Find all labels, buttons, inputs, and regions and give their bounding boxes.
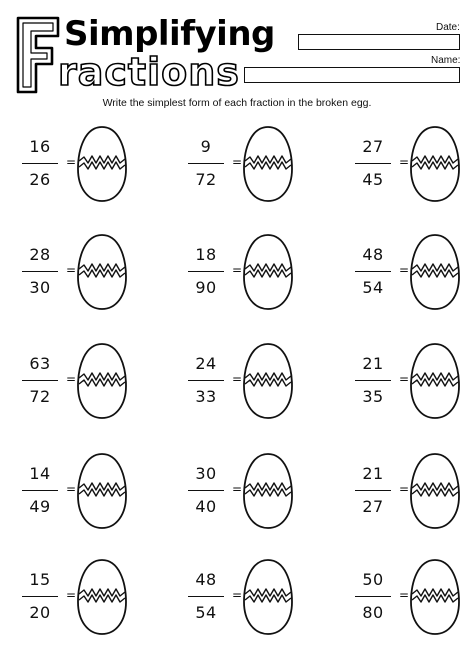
title-big-letter-f: [14, 14, 60, 96]
fraction-numerator: 27: [362, 137, 384, 156]
fraction-numerator: 21: [362, 354, 384, 373]
fraction: [14, 354, 66, 407]
fraction-numerator: 9: [200, 137, 212, 156]
fraction-numerator: 24: [195, 354, 217, 373]
cracked-egg-icon[interactable]: [76, 452, 128, 530]
equals-sign: =: [399, 482, 410, 496]
problem-item: [180, 342, 325, 437]
problem-item: [180, 125, 325, 220]
problem-item: [180, 233, 325, 328]
fraction-denominator: 54: [362, 278, 384, 297]
fraction-numerator: 14: [29, 464, 51, 483]
fraction-denominator: 20: [29, 603, 51, 622]
name-label: Name:: [431, 55, 461, 66]
title-fractions: ractions: [58, 50, 240, 94]
fraction-denominator: 80: [362, 603, 384, 622]
fraction-denominator: 45: [362, 170, 384, 189]
equals-sign: =: [399, 588, 410, 602]
problem-item: [14, 125, 159, 220]
equals-sign: =: [66, 155, 77, 169]
fraction-denominator: 40: [195, 497, 217, 516]
problem-item: [14, 233, 159, 328]
fraction-numerator: 30: [195, 464, 217, 483]
fraction-numerator: 15: [29, 570, 51, 589]
fraction-numerator: 48: [195, 570, 217, 589]
equals-sign: =: [232, 263, 243, 277]
equals-sign: =: [399, 372, 410, 386]
fraction-bar: [188, 490, 224, 491]
problem-item: [180, 452, 325, 547]
problem-item: [347, 452, 474, 547]
fraction-denominator: 90: [195, 278, 217, 297]
cracked-egg-icon[interactable]: [409, 233, 461, 311]
equals-sign: =: [232, 588, 243, 602]
equals-sign: =: [66, 482, 77, 496]
fraction: [347, 245, 399, 298]
fraction-bar: [22, 163, 58, 164]
fraction-bar: [355, 490, 391, 491]
fraction: [14, 137, 66, 190]
fraction-bar: [22, 596, 58, 597]
equals-sign: =: [66, 588, 77, 602]
fraction: [14, 245, 66, 298]
cracked-egg-icon[interactable]: [242, 452, 294, 530]
problem-item: [347, 233, 474, 328]
fraction-bar: [355, 271, 391, 272]
equals-sign: =: [232, 155, 243, 169]
fraction-numerator: 18: [195, 245, 217, 264]
fraction: [180, 245, 232, 298]
equals-sign: =: [232, 372, 243, 386]
fraction-denominator: 72: [195, 170, 217, 189]
cracked-egg-icon[interactable]: [242, 125, 294, 203]
equals-sign: =: [399, 263, 410, 277]
cracked-egg-icon[interactable]: [242, 233, 294, 311]
problem-item: [180, 558, 325, 653]
fraction-denominator: 26: [29, 170, 51, 189]
fraction-bar: [355, 380, 391, 381]
problem-item: [347, 125, 474, 220]
fraction-numerator: 50: [362, 570, 384, 589]
fraction-numerator: 48: [362, 245, 384, 264]
problem-item: [14, 342, 159, 437]
fraction: [180, 354, 232, 407]
cracked-egg-icon[interactable]: [76, 342, 128, 420]
fraction-numerator: 21: [362, 464, 384, 483]
fraction-denominator: 27: [362, 497, 384, 516]
fraction-denominator: 30: [29, 278, 51, 297]
fraction: [347, 354, 399, 407]
fraction: [180, 137, 232, 190]
fraction-bar: [355, 163, 391, 164]
fraction: [180, 570, 232, 623]
fraction-denominator: 49: [29, 497, 51, 516]
fraction-bar: [22, 380, 58, 381]
equals-sign: =: [66, 372, 77, 386]
fraction-numerator: 16: [29, 137, 51, 156]
fraction-numerator: 28: [29, 245, 51, 264]
fraction-bar: [355, 596, 391, 597]
name-field[interactable]: [244, 67, 460, 83]
date-label: Date:: [436, 22, 460, 33]
fraction-denominator: 72: [29, 387, 51, 406]
date-field[interactable]: [298, 34, 460, 50]
fraction: [14, 570, 66, 623]
problem-item: [14, 558, 159, 653]
cracked-egg-icon[interactable]: [409, 452, 461, 530]
fraction: [14, 464, 66, 517]
equals-sign: =: [66, 263, 77, 277]
cracked-egg-icon[interactable]: [409, 125, 461, 203]
fraction: [347, 570, 399, 623]
cracked-egg-icon[interactable]: [242, 342, 294, 420]
problem-item: [347, 558, 474, 653]
cracked-egg-icon[interactable]: [242, 558, 294, 636]
fraction-bar: [188, 596, 224, 597]
fraction-denominator: 35: [362, 387, 384, 406]
fraction: [347, 137, 399, 190]
fraction-bar: [188, 380, 224, 381]
cracked-egg-icon[interactable]: [76, 558, 128, 636]
fraction-bar: [22, 271, 58, 272]
equals-sign: =: [399, 155, 410, 169]
fraction-denominator: 33: [195, 387, 217, 406]
fraction-numerator: 63: [29, 354, 51, 373]
fraction-bar: [22, 490, 58, 491]
cracked-egg-icon[interactable]: [409, 558, 461, 636]
cracked-egg-icon[interactable]: [409, 342, 461, 420]
fraction-bar: [188, 271, 224, 272]
problem-item: [347, 342, 474, 437]
problem-item: [14, 452, 159, 547]
equals-sign: =: [232, 482, 243, 496]
fraction: [347, 464, 399, 517]
title-simplifying: Simplifying: [64, 14, 275, 54]
fraction: [180, 464, 232, 517]
fraction-bar: [188, 163, 224, 164]
instructions: Write the simplest form of each fraction in the broken egg.: [102, 97, 372, 109]
cracked-egg-icon[interactable]: [76, 125, 128, 203]
fraction-denominator: 54: [195, 603, 217, 622]
cracked-egg-icon[interactable]: [76, 233, 128, 311]
